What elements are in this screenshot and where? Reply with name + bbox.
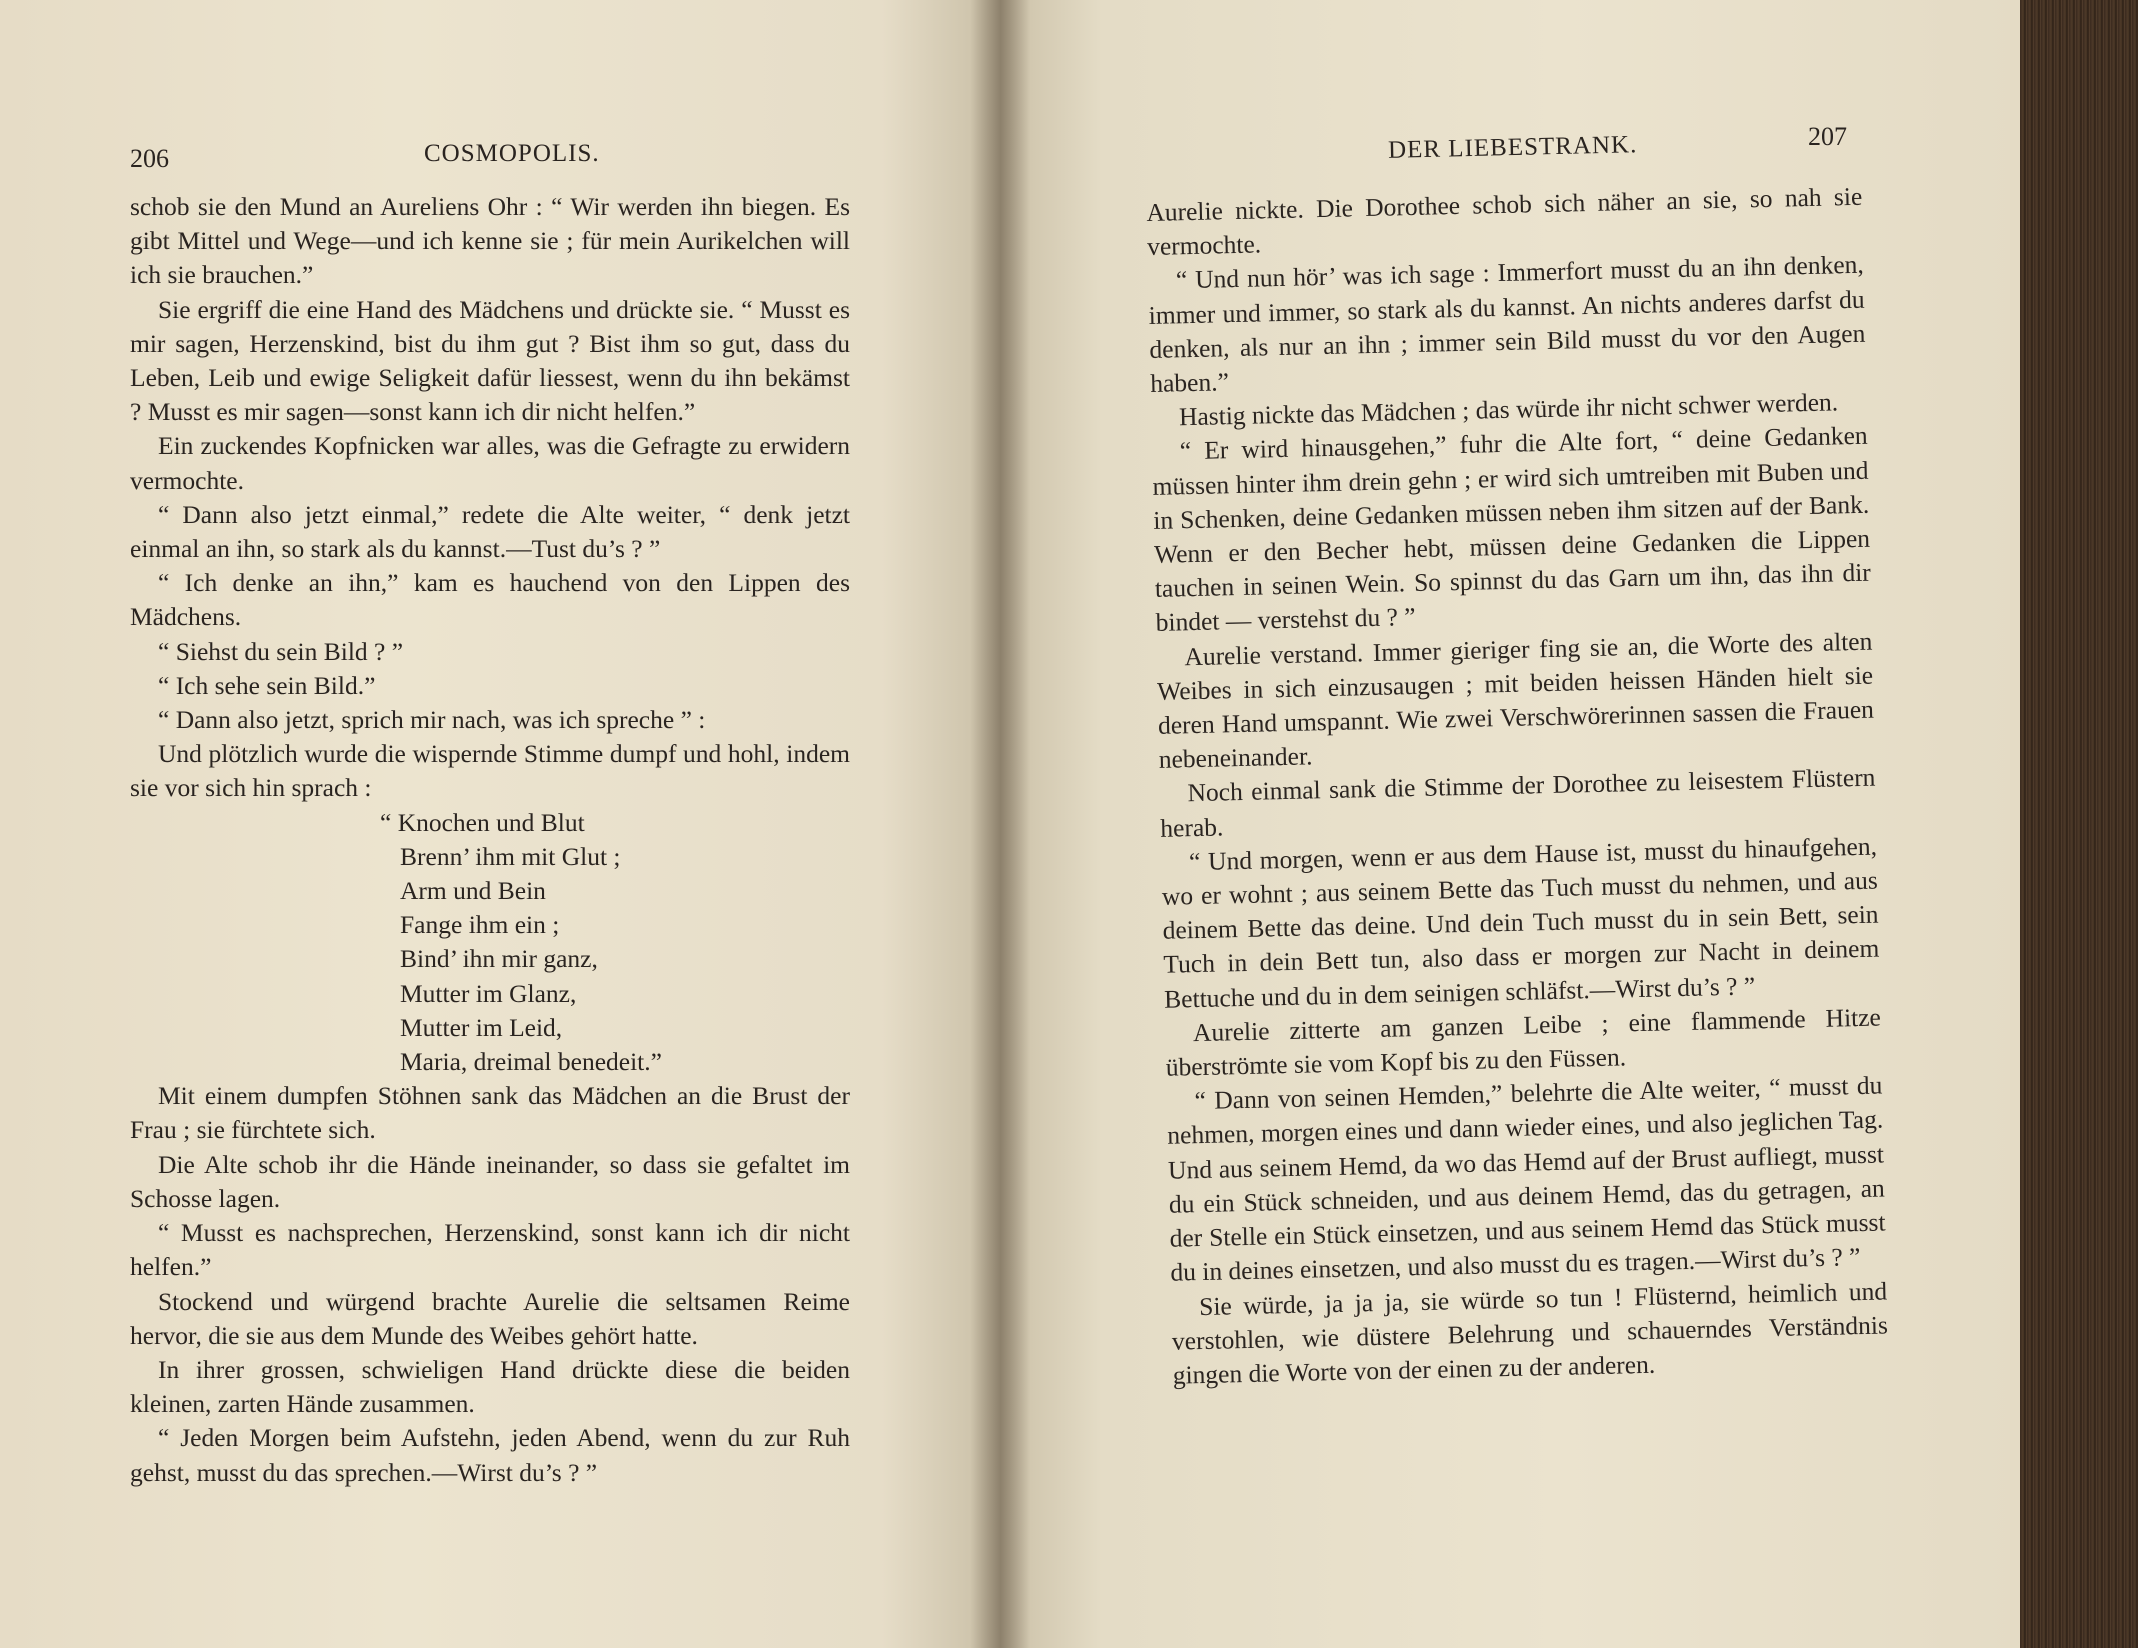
right-page: [1000, 0, 2020, 1648]
left-page-text: [130, 190, 850, 1490]
running-head: DER LIEBESTRANK.: [1387, 131, 1638, 164]
left-page: [0, 0, 1002, 1648]
paragraph: “ Und nun hör’ was ich sage : Immerfort musst du an ihn denken, immer und immer, so stark als du kannst. An nichts anderes darfst du denken, als nur an ihn ; immer sein Bild musst du vor den Augen haben.”: [1148, 250, 1866, 398]
page-number: 206: [130, 144, 169, 173]
paragraph: “ Ich denke an ihn,” kam es hauchend von den Lippen des Mädchens.: [130, 568, 850, 632]
paragraph: Aurelie verstand. Immer gieriger fing sie an, die Worte des alten Weibes in sich einzusaugen ; mit beiden heissen Händen hielt sie deren Hand umspannt. Wie zwei Verschwörerinnen sassen die Frauen nebeneinander.: [1156, 626, 1875, 775]
book-page-edges: [2020, 0, 2138, 1648]
running-head: COSMOPOLIS.: [424, 140, 600, 167]
paragraph: “ Dann also jetzt einmal,” redete die Alte weiter, “ denk jetzt einmal an ihn, so stark als du kannst.—Tust du’s ? ”: [130, 499, 850, 564]
verse-line: Arm und Bein: [400, 876, 546, 906]
verse-line: Fange ihm ein ;: [400, 910, 560, 940]
verse-line: Brenn’ ihm mit Glut ;: [400, 841, 621, 871]
paragraph: schob sie den Mund an Aureliens Ohr : “ Wir werden ihn biegen. Es gibt Mittel und Wege—und ich kenne sie ; für mein Aurikelchen will ich sie brauchen.”: [130, 192, 850, 290]
paragraph: Aurelie zitterte am ganzen Leibe ; eine flammende Hitze überströmte sie vom Kopf bis zu den Füssen.: [1165, 1002, 1882, 1082]
paragraph: Sie würde, ja ja ja, sie würde so tun ! Flüsternd, heimlich und verstohlen, wie düstere Belehrung und schauerndes Verständnis gingen die Worte von der einen zu der anderen.: [1171, 1275, 1889, 1390]
verse-line: “ Knochen und Blut: [380, 807, 585, 837]
paragraph: “ Ich sehe sein Bild.”: [158, 670, 376, 700]
paragraph: Stockend und würgend brachte Aurelie die seltsamen Reime hervor, die sie aus dem Munde des Weibes gehört hatte.: [130, 1286, 850, 1350]
verse-block: [130, 806, 850, 1080]
paragraph: In ihrer grossen, schwieligen Hand drückte diese die beiden kleinen, zarten Hände zusammen.: [130, 1354, 850, 1419]
verse-line: Bind’ ihn mir ganz,: [400, 944, 598, 974]
paragraph: “ Musst es nachsprechen, Herzenskind, sonst kann ich dir nicht helfen.”: [130, 1218, 850, 1282]
paragraph: “ Siehst du sein Bild ? ”: [158, 636, 404, 666]
paragraph: “ Jeden Morgen beim Aufstehn, jeden Abend, wenn du zur Ruh gehst, musst du das sprechen.—Wirst du’s ? ”: [130, 1423, 850, 1487]
paragraph: Noch einmal sank die Stimme der Dorothee zu leisestem Flüstern herab.: [1160, 763, 1876, 843]
paragraph: Mit einem dumpfen Stöhnen sank das Mädchen an die Brust der Frau ; sie fürchtete sich.: [130, 1081, 850, 1145]
paragraph: “ Dann von seinen Hemden,” belehrte die Alte weiter, “ musst du nehmen, morgen eines und dann wieder eines, und also jeglichen Tag. Und aus seinem Hemd, da wo das Hemd auf der Brust aufliegt, musst du ein Stück schneiden, und aus deinem Hemd, das du getragen, an der Stelle ein Stück einsetzen, und aus seinem Hemd das Stück musst du in deines einsetzen, und also musst du es tragen.—Wirst du’s ? ”: [1166, 1070, 1886, 1288]
paragraph: “ Dann also jetzt, sprich mir nach, was ich spreche ” :: [158, 705, 706, 735]
paragraph: Ein zuckendes Kopfnicken war alles, was die Gefragte zu erwidern vermochte.: [130, 431, 850, 495]
paragraph: Und plötzlich wurde die wispernde Stimme dumpf und hohl, indem sie vor sich hin sprach :: [130, 739, 850, 803]
paragraph: Sie ergriff die eine Hand des Mädchens und drückte sie. “ Musst es mir sagen, Herzenskind, bist du ihm gut ? Bist ihm so gut, dass du Leben, Leib und ewige Seligkeit dafür liessest, wenn du ihn bekämst ? Musst es mir sagen—sonst kann ich dir nicht helfen.”: [130, 294, 850, 427]
paragraph: “ Er wird hinausgehen,” fuhr die Alte fort, “ deine Gedanken müssen hinter ihm drein gehn ; er wird sich umtreiben mit Buben und in Schenken, deine Gedanken müssen neben ihm sitzen auf der Bank. Wenn er den Becher hebt, müssen deine Gedanken die Lippen tauchen in seinen Wein. So spinnst du das Garn um ihn, das ihn dir bindet — verstehst du ? ”: [1152, 421, 1872, 638]
paragraph: Aurelie nickte. Die Dorothee schob sich näher an sie, so nah sie vermochte.: [1146, 181, 1863, 262]
paragraph: Die Alte schob ihr die Hände ineinander, so dass sie gefaltet im Schosse lagen.: [130, 1149, 850, 1213]
paragraph: Hastig nickte das Mädchen ; das würde ihr nicht schwer werden.: [1178, 387, 1839, 432]
gutter-shadow: [970, 0, 1030, 1648]
verse-line: Mutter im Glanz,: [400, 978, 577, 1008]
verse-line: Mutter im Leid,: [400, 1012, 563, 1042]
page-number: 207: [1808, 122, 1847, 151]
right-page-text: [1146, 180, 1889, 1393]
paragraph: “ Und morgen, wenn er aus dem Hause ist, musst du hinaufgehen, wo er wohnt ; aus seinem Bette das Tuch musst du nehmen, und aus deinem Bette das deine. Und dein Tuch musst du in sein Bett, sein Tuch in dein Bett tun, also dass er morgen zur Nacht in deinem Bettuche und du in dem seinigen schläfst.—Wirst du’s ? ”: [1161, 831, 1880, 1014]
verse-line: Maria, dreimal benedeit.”: [400, 1047, 662, 1077]
